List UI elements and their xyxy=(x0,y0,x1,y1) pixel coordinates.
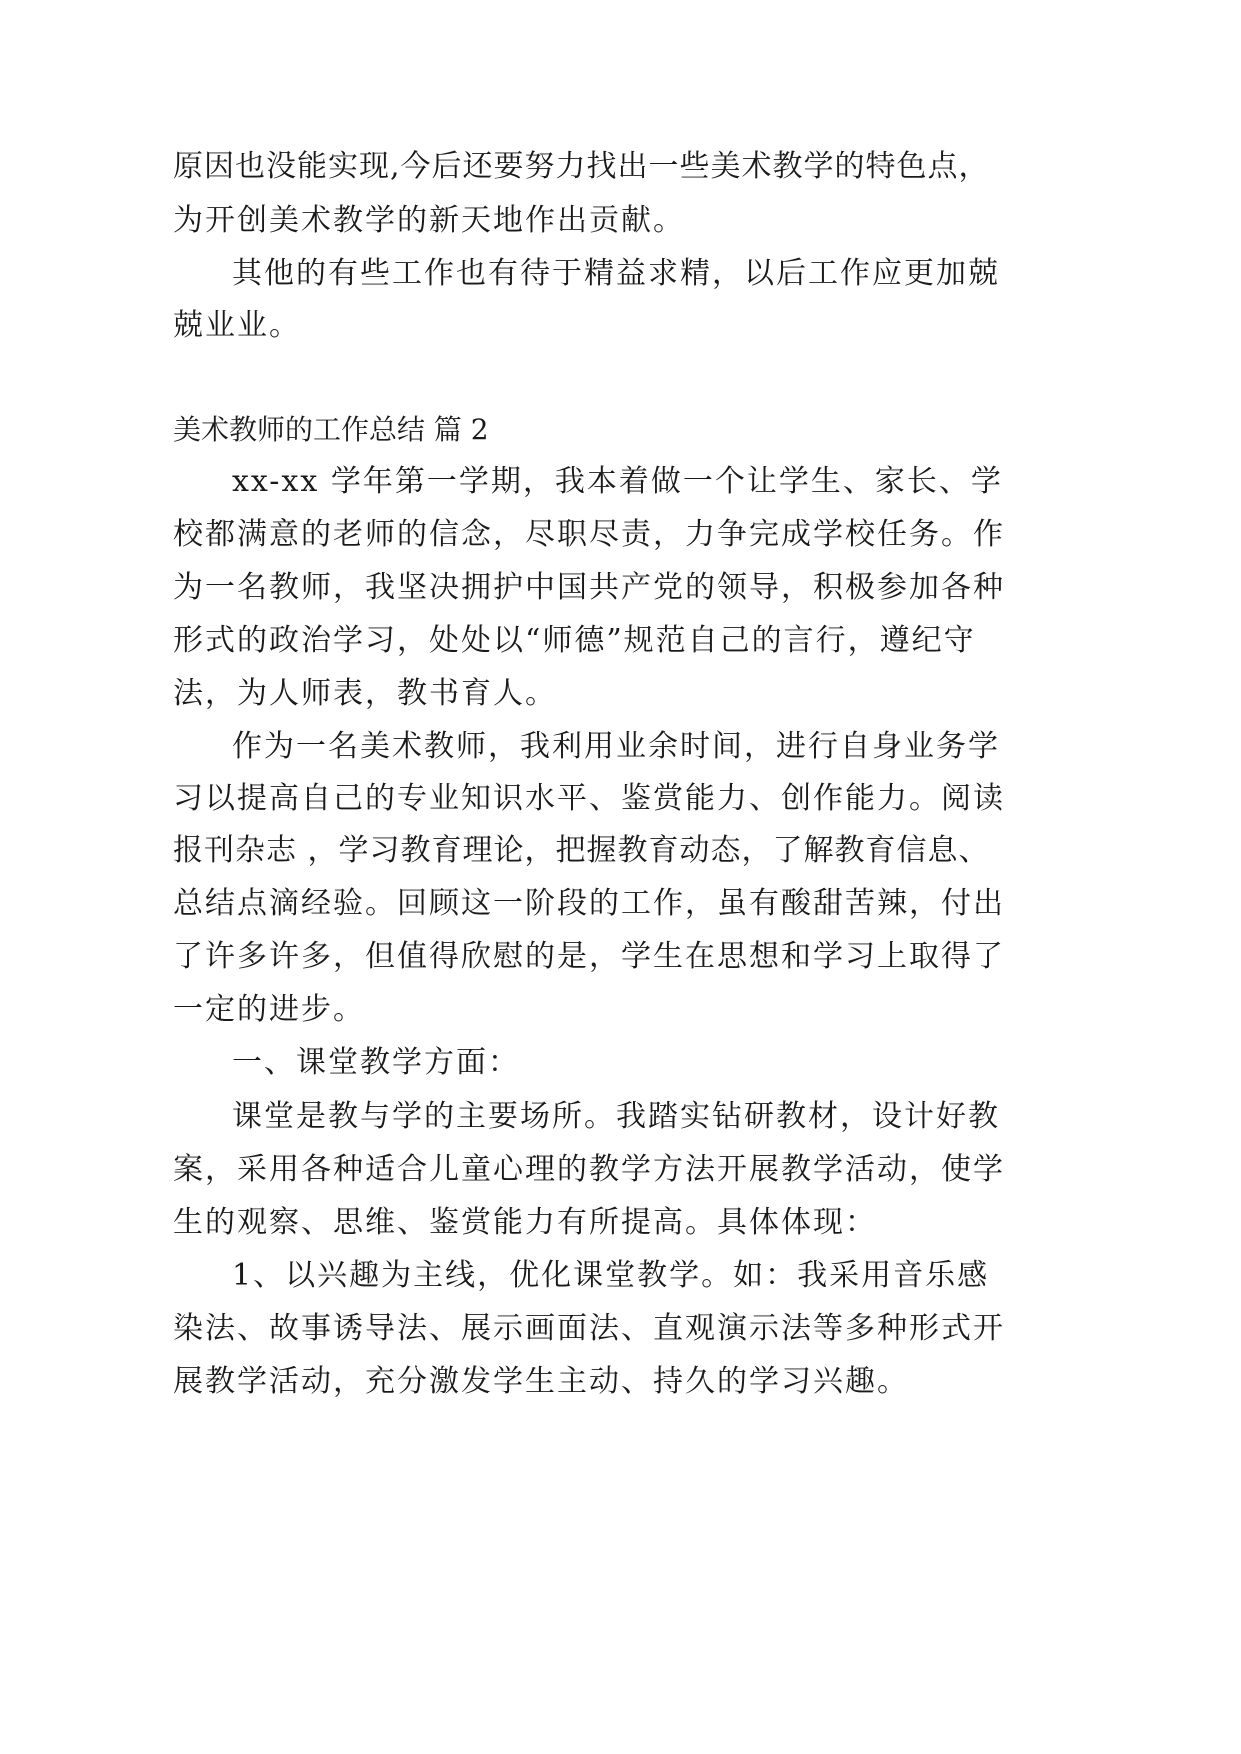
text-line: 生的观察、思维、鉴赏能力有所提高。具体体现： xyxy=(173,1205,877,1240)
text-line: 展教学活动，充分激发学生主动、持久的学习兴趣。 xyxy=(173,1364,909,1399)
text-line: 为一名教师，我坚决拥护中国共产党的领导，积极参加各种 xyxy=(173,570,1005,605)
text-line: 染法、故事诱导法、展示画面法、直观演示法等多种形式开 xyxy=(173,1311,1005,1346)
text-line: 案，采用各种适合儿童心理的教学方法开展教学活动，使学 xyxy=(173,1152,1005,1187)
text-line: 习以提高自己的专业知识水平、鉴赏能力、创作能力。阅读 xyxy=(173,781,1005,816)
text-line: 形式的政治学习，处处以“师德”规范自己的言行，遵纪守 xyxy=(173,623,976,658)
text-line: 作为一名美术教师，我利用业余时间，进行自身业务学 xyxy=(232,729,1000,764)
text-line: 其他的有些工作也有待于精益求精，以后工作应更加兢 xyxy=(232,256,1000,291)
text-line: 了许多许多，但值得欣慰的是，学生在思想和学习上取得了 xyxy=(173,939,1005,974)
text-line: 校都满意的老师的信念，尽职尽责，力争完成学校任务。作 xyxy=(173,517,1005,552)
text-line: xx-xx 学年第一学期，我本着做一个让学生、家长、学 xyxy=(232,464,1003,499)
text-line: 为开创美术教学的新天地作出贡献。 xyxy=(173,203,685,238)
text-line: 一定的进步。 xyxy=(173,992,365,1027)
text-line: 报刊杂志 ，学习教育理论，把握教育动态，了解教育信息、 xyxy=(173,833,990,868)
text-line: 原因也没能实现,今后还要努力找出一些美术教学的特色点， xyxy=(173,149,990,184)
text-line: 课堂是教与学的主要场所。我踏实钻研教材，设计好教 xyxy=(232,1099,1000,1134)
text-line: 1、以兴趣为主线，优化课堂教学。如：我采用音乐感 xyxy=(232,1258,990,1293)
text-line: 总结点滴经验。回顾这一阶段的工作，虽有酸甜苦辣，付出 xyxy=(173,886,1005,921)
text-line: 兢业业。 xyxy=(173,308,301,343)
section-heading: 美术教师的工作总结 篇 2 xyxy=(173,413,489,446)
text-line: 法，为人师表，教书育人。 xyxy=(173,676,557,711)
subsection-heading: 一、课堂教学方面： xyxy=(232,1045,520,1080)
